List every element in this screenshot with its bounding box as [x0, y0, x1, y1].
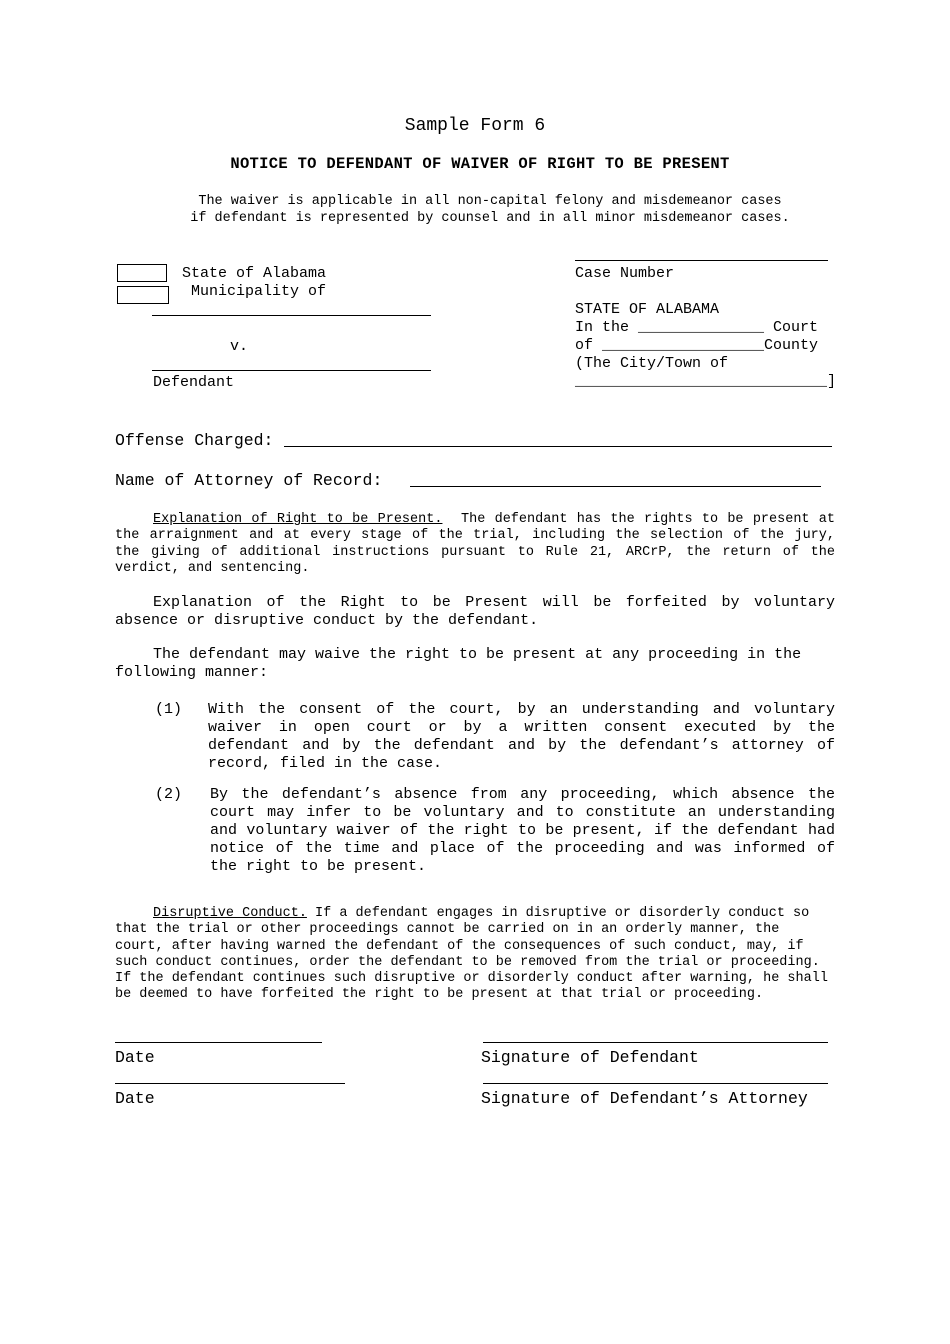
manner-1-number: (1) [155, 701, 183, 718]
defendant-label: Defendant [153, 374, 235, 391]
attorney-signature-label: Signature of Defendant’s Attorney [481, 1089, 808, 1108]
defendant-name-line[interactable] [152, 370, 431, 371]
case-number-line[interactable] [575, 260, 828, 261]
explanation-paragraph [115, 512, 835, 577]
defendant-signature-label: Signature of Defendant [481, 1048, 699, 1067]
page-title: NOTICE TO DEFENDANT OF WAIVER OF RIGHT TO BE PRESENT [230, 155, 730, 173]
applicability-line-2: if defendant is represented by counsel and in all minor misdemeanor cases. [190, 211, 790, 226]
municipality-checkbox[interactable] [117, 286, 169, 304]
waive-paragraph: The defendant may waive the right to be present at any proceeding in the following manner: [115, 646, 802, 681]
attorney-of-record-label: Name of Attorney of Record: [115, 471, 383, 490]
date-line-2[interactable] [115, 1083, 345, 1084]
defendant-signature-line[interactable] [483, 1042, 828, 1043]
manner-2-text: By the defendant’s absence from any proceeding, which absence the court may infer to be voluntary and to constitute an understanding and voluntary waiver of the right to be present, if the defendant had notice of the time and place of the proceeding and was informed of the right to be present. [210, 786, 835, 875]
manner-1-text: With the consent of the court, by an understanding and voluntary waiver in open court or by a written consent executed by the defendant and by the defendant and by the defendant’s attorney of record, filed in the case. [208, 701, 835, 772]
explanation-body: The defendant has the rights to be present at the arraignment and at every stage of the trial, including the selection of the jury, the giving of additional instructions pursuant to Rule 21, ARCrP, the return of the verdict, and sentencing. [115, 512, 836, 576]
attorney-signature-line[interactable] [483, 1083, 828, 1084]
date-label-2: Date [115, 1089, 155, 1108]
offense-charged-label: Offense Charged: [115, 431, 274, 450]
date-label-1: Date [115, 1048, 155, 1067]
city-town-label: (The City/Town of [575, 355, 729, 372]
disruptive-conduct-body: If a defendant engages in disruptive or disorderly conduct so that the trial or other proceedings cannot be carried on in an orderly manner, the court, after having warned the defendant of the consequences of such conduct, may, if such conduct continues, order the defendant to be removed from the trial or proceeding. If the defendant continues such disruptive or disorderly conduct after warning, he shall be deemed to have forfeited the right to be present at that trial or proceeding. [115, 906, 828, 1003]
county-line: of __________________County [575, 337, 819, 354]
plaintiff-name-line[interactable] [152, 315, 431, 316]
manner-2-number: (2) [155, 786, 183, 803]
state-option-label: State of Alabama [182, 265, 327, 282]
city-town-blank: ____________________________] [575, 373, 837, 390]
forfeit-paragraph: Explanation of the Right to be Present will be forfeited by voluntary absence or disruptive conduct by the defendant. [115, 594, 835, 629]
attorney-of-record-line[interactable] [410, 486, 821, 487]
date-line-1[interactable] [115, 1042, 322, 1043]
applicability-line-1: The waiver is applicable in all non-capital felony and misdemeanor cases [198, 194, 782, 209]
state-of-alabama-label: STATE OF ALABAMA [575, 301, 720, 318]
explanation-title: Explanation of Right to be Present. [153, 512, 443, 527]
court-line: In the ______________ Court [575, 319, 819, 336]
versus-label: v. [230, 338, 249, 355]
offense-charged-line[interactable] [284, 446, 832, 447]
form-label: Sample Form 6 [404, 116, 546, 136]
municipality-option-label: Municipality of [191, 283, 327, 300]
disruptive-conduct-paragraph [115, 906, 831, 1004]
disruptive-conduct-title: Disruptive Conduct. [153, 906, 307, 921]
case-number-label: Case Number [575, 265, 675, 282]
state-checkbox[interactable] [117, 264, 167, 282]
